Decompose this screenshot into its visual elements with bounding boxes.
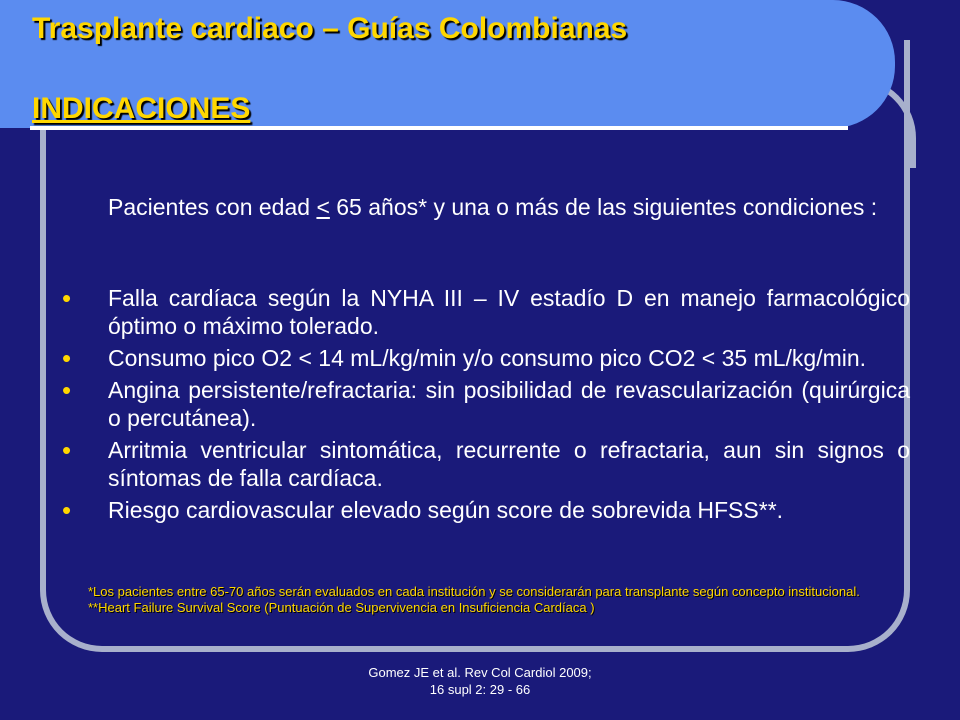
slide-title: Trasplante cardiaco – Guías Colombianas (32, 12, 628, 45)
footnote-age: *Los pacientes entre 65-70 años serán evaluados en cada institución y se considerarán para transplante según concepto institucional. (88, 584, 860, 599)
bullet-icon: • (62, 435, 72, 465)
list-item-text: Falla cardíaca según la NYHA III – IV estadío D en manejo farmacológico óptimo o máximo tolerado. (108, 285, 910, 339)
list-item (62, 496, 910, 524)
list-item-text: Consumo pico O2 < 14 mL/kg/min y/o consumo pico CO2 < 35 mL/kg/min. (108, 345, 867, 371)
bullet-icon: • (62, 375, 72, 405)
list-item-text: Angina persistente/refractaria: sin posibilidad de revascularización (quirúrgica o percutánea). (108, 377, 910, 431)
list-item (62, 436, 910, 492)
intro-paragraph (108, 193, 910, 221)
indications-list (62, 284, 910, 528)
footnote-hfss: **Heart Failure Survival Score (Puntuación de Supervivencia en Insuficiencia Cardíaca ) (88, 600, 595, 615)
less-equal-symbol: < (316, 194, 330, 220)
slide-subtitle: INDICACIONES (32, 92, 251, 125)
footnotes (88, 584, 872, 616)
list-item (62, 284, 910, 340)
citation-line-2: 16 supl 2: 29 - 66 (429, 682, 531, 697)
list-item-text: Riesgo cardiovascular elevado según score de sobrevida HFSS**. (108, 497, 784, 523)
bullet-icon: • (62, 283, 72, 313)
citation-line-1: Gomez JE et al. Rev Col Cardiol 2009; (368, 665, 592, 680)
intro-text-after: 65 años* y una o más de las siguientes condiciones : (329, 194, 878, 220)
list-item-text: Arritmia ventricular sintomática, recurrente o refractaria, aun sin signos o síntomas de falla cardíaca. (108, 437, 910, 491)
bullet-icon: • (62, 343, 72, 373)
citation (280, 664, 680, 698)
title-rule (30, 126, 848, 130)
list-item (62, 344, 910, 372)
bullet-icon: • (62, 495, 72, 525)
list-item (62, 376, 910, 432)
intro-text-before: Pacientes con edad (108, 194, 317, 220)
